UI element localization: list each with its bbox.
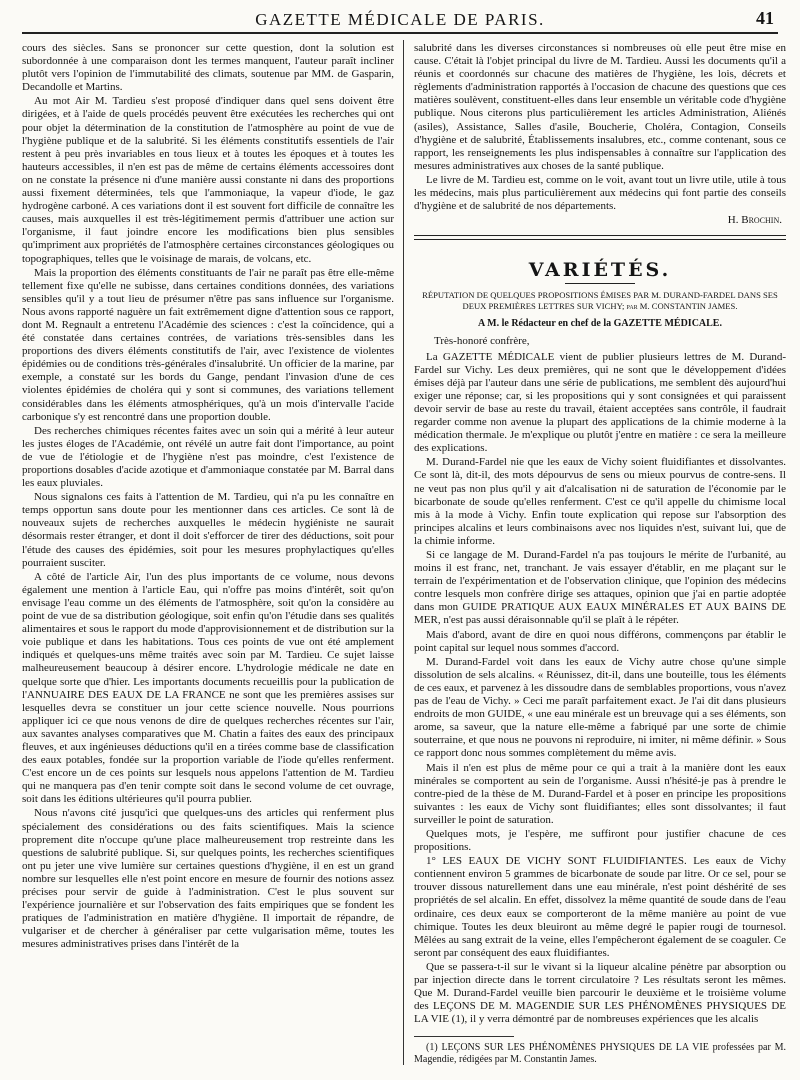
paragraph: Mais la proportion des éléments constituants de l'air ne paraît pas être elle-même tellement fixe qu'elle ne subisse, dans certaines conditions données, des variations sensibles qu'il y a tout lieu de présumer n'être pas sans influence sur l'organisme. Nous avons rapporté naguère un fait extrêmement digne d'attention sous ce rapport, dont M. Regnault a entretenu l'Académie des sciences : c'est la coïncidence, qui a été constatée dans certaines contrées, de variations très-sensibles dans les proportions des divers éléments constitutifs de l'air, avec l'existence de violentes épidémies ou de conditions très-générales d'insalubrité. Un officier de la marine, par exemple, a constaté sur les bords du Gange, pendant l'invasion d'une de ces violentes épidémies de choléra qui y sont si communes, des variations tellement considérables dans les éléments atmosphériques, qu'à un mois d'intervalle l'acide carbonique s'y est rencontré dans une proportion double. — [22, 266, 394, 423]
column-divider — [403, 40, 404, 1065]
footnote-divider — [414, 1036, 514, 1037]
signature: H. Brochin. — [727, 214, 782, 227]
right-column — [414, 42, 786, 1067]
section-divider — [414, 235, 786, 240]
title-underline — [565, 283, 635, 284]
paragraph: M. Durand-Fardel nie que les eaux de Vichy soient fluidifiantes et dissolvantes. Ce sont là, dit-il, des mots dépourvus de sens ou mieux pourvus de contre-sens. Il ne veut pas non plus qu'il y ait d'alcalisation ni de saturation de l'économie par le bicarbonate de soude qu'elles renferment. C'est ce qu'il appelle du chimisme local mis à la mode à Vichy. Enfin toute explication qui repose sur l'absorption des principes alcalins et leurs combinaisons avec nos liquides n'est, suivant lui, que de la chimie informe. — [414, 456, 786, 547]
letter-address: A M. le Rédacteur en chef de la GAZETTE MÉDICALE. — [478, 318, 722, 330]
paragraph: La GAZETTE MÉDICALE vient de publier plusieurs lettres de M. Durand-Fardel sur Vichy. Les deux premières, qui ne sont que le développement d'idées émises déjà par l'auteur dans une série de publications, me semblent dès aujourd'hui exiger une réponse; car, si les propositions qui y sont consignées et qui paraissent devoir servir de base au reste du travail, étaient acceptées sans contrôle, il faudrait regarder comme non avenue la plupart des applications de la chimie moderne à la médication thermale. Je m'explique ou plutôt j'entre en matière : ce sera la meilleure des explications. — [414, 350, 786, 455]
paragraph: Si ce langage de M. Durand-Fardel n'a pas toujours le mérite de l'urbanité, au moins il est franc, net, tranchant. Je vais essayer d'établir, en me plaçant sur le terrain de l'expérimentation et de l'observation clinique, que l'opinion des médecins contre lesquels mon confrère dirige ses attaques, opinion que j'ai en partie adoptée dans mon GUIDE PRATIQUE AUX EAUX MINÉRALES ET AUX BAINS DE MER, n'est pas aussi déraisonnable qu'il se plaît à le répéter. — [414, 549, 786, 627]
paragraph: Au mot Air M. Tardieu s'est proposé d'indiquer dans quel sens doivent être dirigées, et à l'aide de quels procédés peuvent être exécutées les recherches qui ont pour objet la détermination de la constitution de l'atmosphère au point de vue de l'hygiène publique et de la salubrité. Si les éléments constitutifs essentiels de l'air restent à peu près invariables en tous lieux et à toutes les époques et à toutes les hauteurs accessibles, il n'en est pas de même de certains éléments accessoires dont on ne constate la présence ni d'une manière aussi constante ni dans des proportions aussi fixement déterminées, tels que l'ammoniaque, la vapeur d'iode, le gaz hydrogène carboné. A ces variations dont il est souvent fort difficile de connaître les causes, mais auxquelles il est très-légitimement permis d'attribuer une action sur l'organisme, il faut joindre encore les modifications bien plus sensibles qu'impriment aux propriétés de l'atmosphère certaines circonstances géologiques ou topographiques, telles que le voisinage de marais, de volcans, etc. — [22, 95, 394, 265]
journal-title: GAZETTE MÉDICALE DE PARIS. — [255, 10, 545, 29]
paragraph: Nous n'avons cité jusqu'ici que quelques-uns des articles qui renferment plus spécialement des considérations ou des faits scientifiques. Mais la science proprement dite n'occupe qu'une place malheureusement trop restreinte dans les questions de salubrité publique. Si, sur quelques points, les recherches scientifiques ont pu jeter une vive lumière sur certaines questions d'hygiène, il en est un grand nombre sur lesquelles elle n'est point encore en mesure de fournir des notions assez précises pour servir de guide à l'administration. C'est le plus souvent sur l'expérience journalière et sur l'observation des faits empiriques que se fondent les pratiques de l'administration en matière d'hygiène. Il importait de répandre, de vulgariser et de chercher à généraliser par cette vulgarisation même, toutes les mesures administratives prises dans l'intérêt de la — [22, 807, 394, 951]
paragraph: Mais d'abord, avant de dire en quoi nous différons, commençons par établir le point capital sur lequel nous sommes d'accord. — [414, 628, 786, 654]
footnote: (1) LEÇONS SUR LES PHÉNOMÈNES PHYSIQUES DE LA VIE professées par M. Magendie, rédigées par M. Constantin James. — [414, 1042, 786, 1066]
paragraph: Nous signalons ces faits à l'attention de M. Tardieu, qui n'a pu les connaître en temps opportun sans doute pour les mentionner dans ces articles. Ce sont là de nouveaux sujets de recherches auxquelles le médecin hygiéniste ne saurait désormais rester étranger, et dont il doit s'efforcer de tirer des déductions, soit pour l'étude des causes des épidémies, soit pour les mesures prophylactiques qu'elles pourraient susciter. — [22, 491, 394, 569]
paragraph: 1° LES EAUX DE VICHY SONT FLUIDIFIANTES. Les eaux de Vichy contiennent environ 5 grammes de bicarbonate de soude par litre. Or ce sel, pour se trouver dissous naturellement dans une eau minérale, n'est point déshérité de ses propriétés de sel alcalin. En effet, dissolvez la même quantité de soude dans de l'eau ordinaire, ces deux eaux se comporteront de la même manière au point de vue chimique. Toutes les deux bleuiront au même degré le papier rougi de tournesol. Mêlées au sang extrait de la veine, elles l'empêcheront également de se coaguler. Ce seront par conséquent des eaux fluidifiantes. — [414, 855, 786, 959]
section-title: VARIÉTÉS. — [528, 259, 672, 282]
paragraph: Quelques mots, je l'espère, me suffiront pour justifier chacune de ces propositions. — [414, 827, 786, 854]
article-title: RÉPUTATION DE QUELQUES PROPOSITIONS ÉMISES PAR M. DURAND-FARDEL DANS SES DEUX PREMIÈRES LETTRES SUR VICHY; par M. CONSTANTIN JAMES. — [422, 290, 778, 311]
paragraph: Mais il n'en est plus de même pour ce qui a trait à la manière dont les eaux minérales se comportent au sein de l'organisme. Aussi n'hésité-je pas à prendre le contre-pied de la thèse de M. Durand-Fardel et à poser en principe les propositions suivantes : les eaux de Vichy sont fluidifiantes; elles sont dissolvantes; il faut surveiller le point de saturation. — [414, 761, 786, 826]
paragraph: A côté de l'article Air, l'un des plus importants de ce volume, nous devons également une mention à l'article Eau, qui n'offre pas moins d'intérêt, soit qu'on envisage l'eau comme un des éléments de l'atmosphère, soit qu'on la considère au point de vue de sa distribution géologique, soit enfin qu'on l'étudie dans ses qualités alimentaires et sous le rapport du mode d'approvisionnement et de distribution sur la voie publique et dans les habitations. Tous ces points de vue ont été amplement indiqués et quelques-uns même traités avec soin par M. Tardieu. Ce sujet laisse malheureusement beaucoup à désirer encore. L'hydrologie médicale ne date en quelque sorte que d'hier. Les importants documents recueillis pour la publication de l'ANNUAIRE DES EAUX DE LA FRANCE ne sont que les premières assises sur lesquelles devra se constituer un jour cette science nouvelle. Nous pourrions appliquer ici ce que nous venons de dire de quelques recherches récentes sur l'air, aux savantes analyses comparatives que M. Chatin a faites des eaux des principaux fleuves, et aux ingénieuses déductions qu'il en a tirées comme base de classification des eaux potables, fondée sur la proportion variable de l'iode qu'elles renferment. C'est encore un de ces points sur lesquels nous appelons l'attention de M. Tardieu qui ne manquera pas d'en tenir compte soit dans le second volume de cet ouvrage, soit dans les éditions ultérieures qu'il pourra publier. — [22, 570, 394, 806]
paragraph: salubrité dans les diverses circonstances si nombreuses où elle peut être mise en cause. C'était là l'objet principal du livre de M. Tardieu. Aussi les documents qu'il a réunis et coordonnés sur chacune des matières de l'hygiène, les lois, décrets et règlements d'administration rapportés à l'occasion de chacune des questions que ces matières soulèvent, constituent-elles dans leur ensemble un véritable code d'hygiène publique. Nous citerons plus particulièrement les articles Administration, Aliénés (asiles), Assistance, Salles d'asile, Boucherie, Choléra, Contagion, Conseils d'hygiène et de salubrité, Établissements insalubres, etc., comme contenant, sous ce rapport, les renseignements les plus indispensables à connaître sur l'application des mesures administratives aux choses de la santé publique. — [414, 42, 786, 172]
letter-greeting: Très-honoré confrère, — [434, 334, 530, 347]
page-header — [22, 8, 778, 34]
paragraph: cours des siècles. Sans se prononcer sur cette question, dont la solution est subordonnée à une comparaison dont les termes manquent, l'auteur paraît incliner plutôt vers l'opinion de l'immutabilité des climats, soutenue par MM. de Gasparin, Decandolle et Martins. — [22, 42, 394, 94]
paragraph: M. Durand-Fardel voit dans les eaux de Vichy autre chose qu'une simple dissolution de sels alcalins. « Réunissez, dit-il, dans une bouteille, tous les éléments de ces eaux, et parvenez à les dissoudre dans de semblables proportions, vous n'avez pas de l'eau de Vichy. » Ceci me paraît parfaitement exact. Je l'ai dit dans plusieurs endroits de mon GUIDE, « une eau minérale est un breuvage qui a ses éléments, son arome, sa saveur, que la nature elle-même a fabriqué par une sorte de chimie souterraine, et que nous ne pouvons ni reproduire, ni imiter, ni même définir. » Sous ce rapport donc nous sommes complètement du même avis. — [414, 655, 786, 760]
paragraph: Que se passera-t-il sur le vivant si la liqueur alcaline pénètre par absorption ou par injection directe dans le torrent circulatoire ? Les résultats seront les mêmes. Que M. Durand-Fardel veuille bien parcourir le deuxième et le troisième volume des LEÇONS DE M. MAGENDIE SUR LES PHÉNOMÈNES PHYSIQUES DE LA VIE (1), il y verra démontré par de nombreuses expériences que les alcalis — [414, 960, 786, 1026]
left-column — [22, 42, 394, 952]
paragraph: Des recherches chimiques récentes faites avec un soin qui a mérité à leur auteur les justes éloges de l'Académie, ont révélé un autre fait dont l'importance, au point de vue de l'étiologie et de l'hygiène n'est pas moindre, c'est l'existence de proportions dosables d'acide azotique et d'ammoniaque constatée par M. Barral dans les eaux pluviales. — [22, 424, 394, 490]
paragraph: Le livre de M. Tardieu est, comme on le voit, avant tout un livre utile, utile à tous les médecins, mais plus particulièrement aux médecins qui font partie des conseils d'hygiène et de salubrité de nos départements. — [414, 173, 786, 213]
page-number: 41 — [756, 8, 774, 28]
